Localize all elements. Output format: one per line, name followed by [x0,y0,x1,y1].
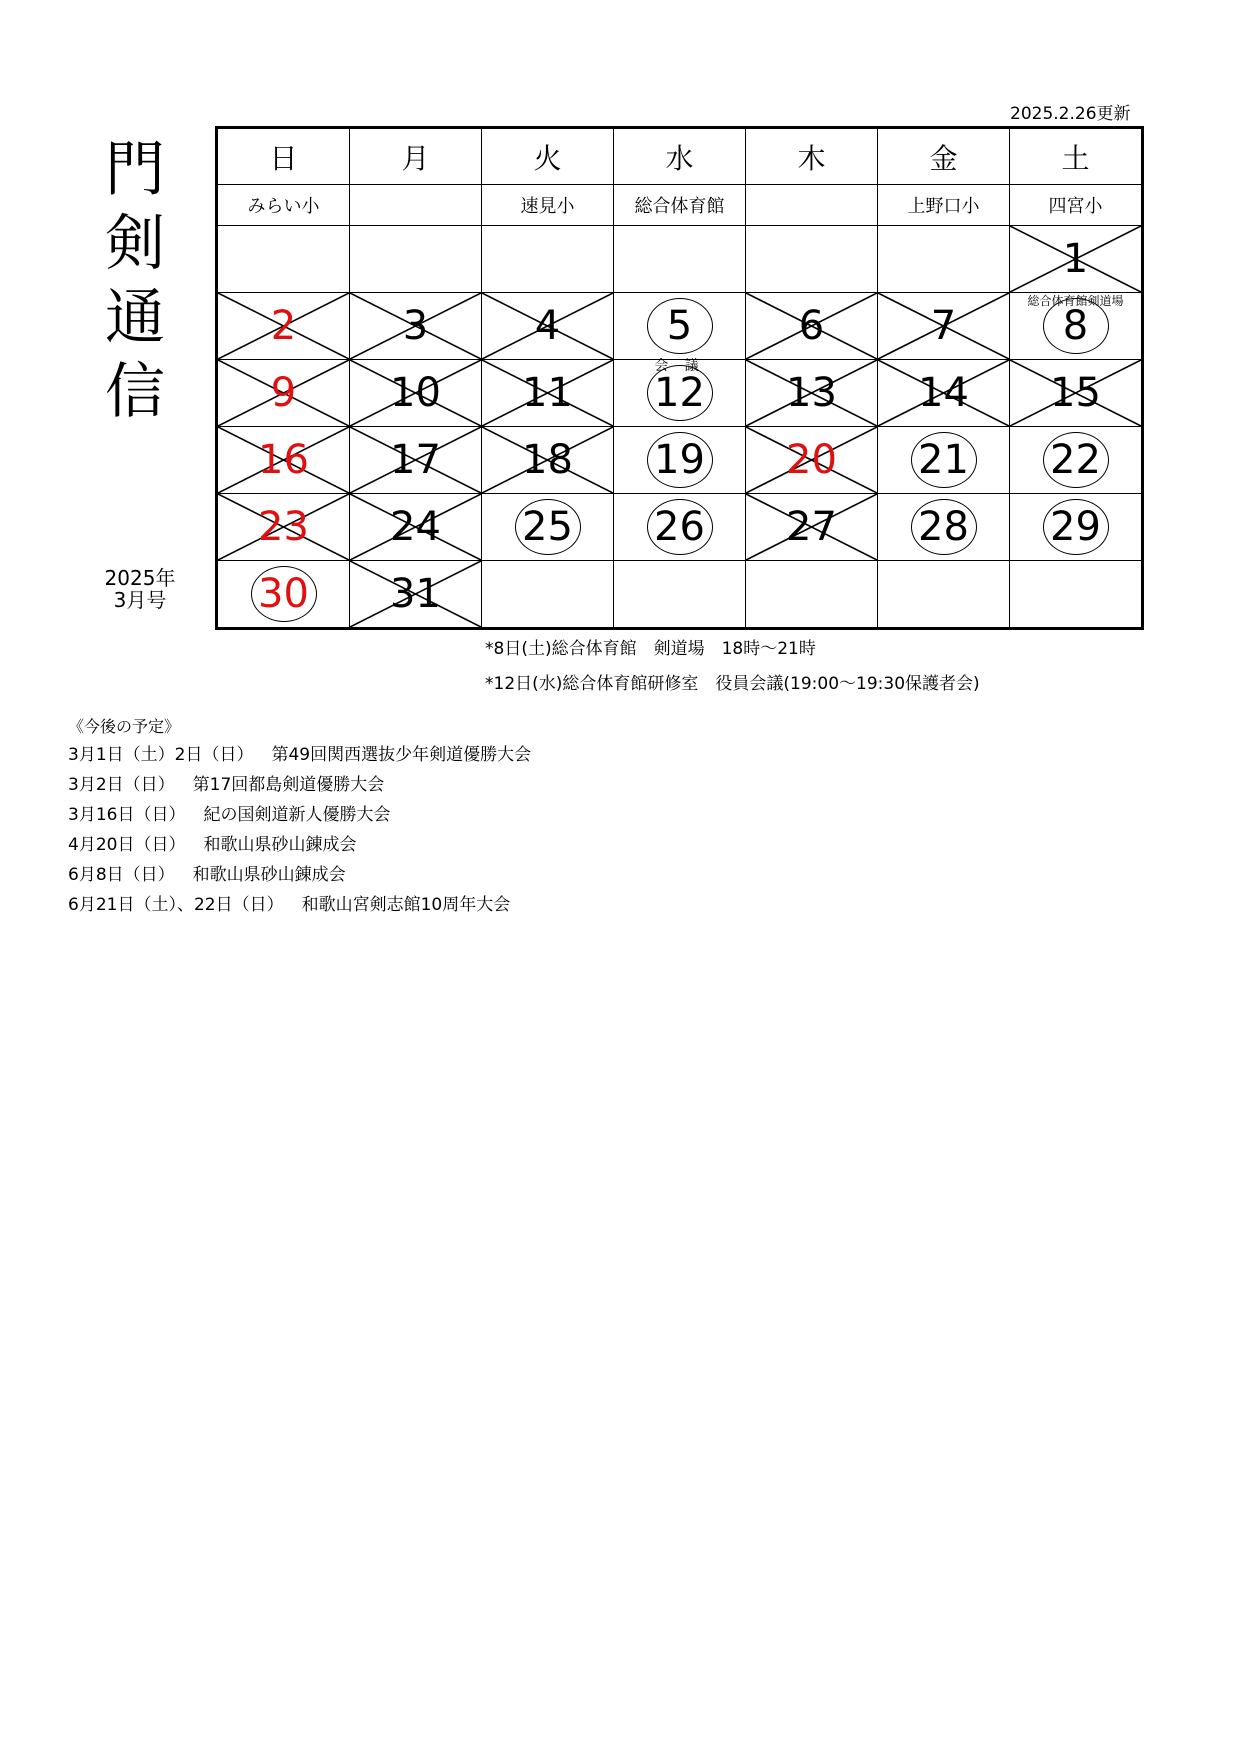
day-number: 10 [390,370,441,416]
calendar-day-cell [614,427,746,494]
schedule-event: 和歌山宮剣志館10周年大会 [301,895,511,915]
day-number: 27 [786,504,837,550]
day-number: 19 [654,437,705,483]
calendar-empty-cell [746,226,878,293]
day-number: 18 [522,437,573,483]
day-number: 25 [522,504,573,550]
weekday-header: 土 [1010,128,1143,185]
calendar-day-cell [746,427,878,494]
weekday-header: 日 [217,128,350,185]
schedule-date: 3月2日（日） [68,775,175,795]
calendar-day-cell [350,494,482,561]
day-number: 17 [390,437,441,483]
schedule-item [68,860,531,890]
day-number: 11 [522,370,573,416]
venue-cell: 速見小 [482,185,614,226]
day-number: 14 [918,370,969,416]
calendar-day-cell [746,360,878,427]
note-meeting: *12日(水)総合体育館研修室 役員会議(19:00～19:30保護者会) [485,674,980,694]
calendar-week [217,226,1143,293]
day-number: 7 [930,303,957,349]
calendar-day-cell [482,360,614,427]
schedule-item [68,890,531,920]
day-number: 6 [798,303,825,349]
schedule-date: 4月20日（日） [68,835,186,855]
schedule-event: 和歌山県砂山錬成会 [192,865,346,885]
calendar-day-cell [1010,494,1143,561]
calendar-empty-cell [1010,561,1143,629]
day-number: 15 [1050,370,1101,416]
calendar-day-cell [482,293,614,360]
day-number: 8 [1062,303,1089,349]
schedule-date: 3月16日（日） [68,805,186,825]
day-number: 9 [270,370,297,416]
calendar-day-cell [1010,293,1143,360]
calendar-day-cell [614,494,746,561]
schedule-item [68,770,531,800]
calendar-empty-cell [746,561,878,629]
calendar-day-cell [217,360,350,427]
title-char: 門 [105,135,165,205]
calendar-empty-cell [350,226,482,293]
calendar-day-cell [217,494,350,561]
venue-row [217,185,1143,226]
calendar-day-cell [878,427,1010,494]
issue-year: 2025年 [104,566,176,590]
calendar-day-cell [217,561,350,629]
calendar-day-cell [482,494,614,561]
venue-cell: 上野口小 [878,185,1010,226]
schedule-item [68,830,531,860]
calendar-day-cell [746,293,878,360]
calendar-week [217,360,1143,427]
calendar-day-cell [878,360,1010,427]
day-number: 12 [654,370,705,416]
weekday-header-row [217,128,1143,185]
calendar-empty-cell [614,226,746,293]
calendar-day-cell [350,360,482,427]
calendar-day-cell [878,494,1010,561]
updated-date: 2025.2.26更新 [1010,104,1131,124]
calendar-empty-cell [878,561,1010,629]
calendar-empty-cell [217,226,350,293]
calendar-day-cell [1010,427,1143,494]
schedule-event: 第17回都島剣道優勝大会 [192,775,385,795]
weekday-header: 水 [614,128,746,185]
calendar-day-cell [482,427,614,494]
day-note: 会 議 [654,358,705,374]
title-char: 剣 [105,209,165,279]
calendar-empty-cell [878,226,1010,293]
day-number: 16 [258,437,309,483]
day-number: 21 [918,437,969,483]
schedule-date: 3月1日（土）2日（日） [68,745,254,765]
day-number: 5 [666,303,693,349]
calendar-week [217,427,1143,494]
day-number: 20 [786,437,837,483]
schedule-event: 和歌山県砂山錬成会 [203,835,357,855]
calendar-day-cell [614,360,746,427]
weekday-header: 月 [350,128,482,185]
schedule-date: 6月8日（日） [68,865,175,885]
day-number: 29 [1050,504,1101,550]
schedule-item [68,740,531,770]
calendar-day-cell [1010,226,1143,293]
weekday-header: 金 [878,128,1010,185]
calendar-day-cell [614,293,746,360]
day-number: 13 [786,370,837,416]
day-number: 28 [918,504,969,550]
calendar-day-cell [350,427,482,494]
day-number: 1 [1062,236,1089,282]
day-number: 2 [270,303,297,349]
calendar-week [217,494,1143,561]
calendar-day-cell [217,427,350,494]
calendar-day-cell [746,494,878,561]
calendar-day-cell [217,293,350,360]
day-number: 30 [258,571,309,617]
calendar-week [217,293,1143,360]
venue-cell: 四宮小 [1010,185,1143,226]
calendar-day-cell [1010,360,1143,427]
day-number: 26 [654,504,705,550]
schedule-event: 紀の国剣道新人優勝大会 [203,805,391,825]
calendar-empty-cell [482,226,614,293]
calendar-day-cell [878,293,1010,360]
venue-cell [350,185,482,226]
issue-month: 3月号 [113,588,167,612]
day-number: 23 [258,504,309,550]
day-number: 3 [402,303,429,349]
weekday-header: 木 [746,128,878,185]
day-number: 24 [390,504,441,550]
calendar-day-cell [350,561,482,629]
title-char: 通 [105,283,165,353]
schedule-event: 第49回関西選抜少年剣道優勝大会 [271,745,532,765]
schedule-title: 《今後の予定》 [68,717,181,736]
day-number: 4 [534,303,561,349]
schedule-item [68,800,531,830]
note-practice: *8日(土)総合体育館 剣道場 18時～21時 [485,639,816,659]
calendar-day-cell [350,293,482,360]
calendar-empty-cell [482,561,614,629]
venue-cell [746,185,878,226]
day-number: 31 [390,571,441,617]
day-note: 総合体育館剣道場 [1027,294,1124,308]
venue-cell: 総合体育館 [614,185,746,226]
schedule-date: 6月21日（土）、22日（日） [68,895,284,915]
title-char: 信 [105,357,165,427]
day-number: 22 [1050,437,1101,483]
weekday-header: 火 [482,128,614,185]
newsletter-title [100,135,170,436]
issue-label [90,567,190,611]
calendar-week [217,561,1143,629]
schedule-list [68,740,531,920]
calendar-empty-cell [614,561,746,629]
calendar-table [215,126,1144,630]
venue-cell: みらい小 [217,185,350,226]
